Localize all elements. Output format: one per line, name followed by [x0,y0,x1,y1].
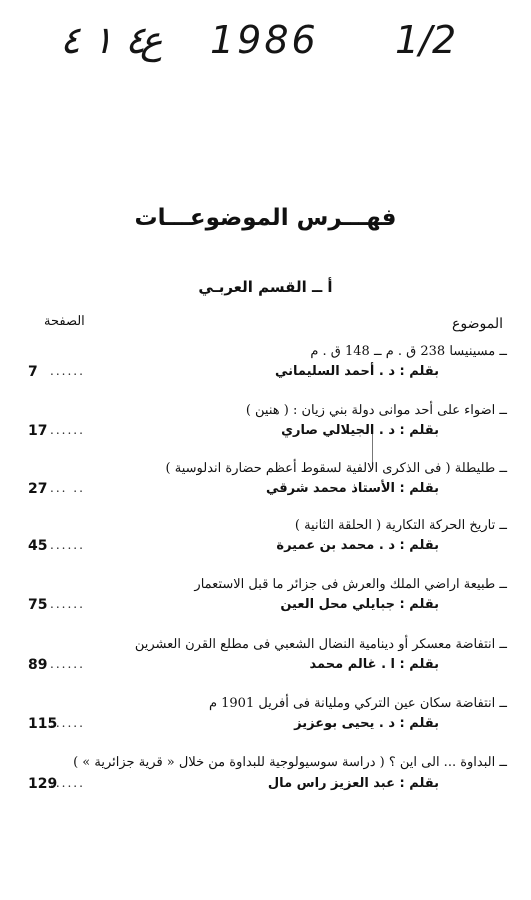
toc-entry [28,343,507,384]
entry-page-number: 115 [28,716,58,732]
entry-author: بقلم : الأستاذ محمد شرقي [266,481,439,496]
entry-author: بقلم : د . أحمد السليماني [274,364,439,379]
handwritten-note: ع [140,18,163,62]
section-heading: أ ــ القسم العربـي [198,278,333,296]
leader-dots: ...... [50,716,85,730]
page-title: فهـــرس الموضوعـــات [134,205,397,231]
entry-title: ــ انتفاضة سكان عين التركي ومليانة فى أفريل 1901 م [208,696,507,711]
toc-entry [28,517,507,558]
toc-entry [28,636,507,677]
entry-byline [28,597,507,617]
entry-page-number: 7 [28,364,38,380]
entry-byline [28,481,507,501]
entry-title: ــ مسينيسا 238 ق . م ــ 148 ق . م [310,344,507,359]
entry-byline [28,776,507,796]
entry-title: ــ انتفاضة معسكر أو دينامية النضال الشعبي فى مطلع القرن العشرين [134,637,507,652]
entry-author: بقلم : جبايلي محل العين [280,597,439,612]
toc-entry [28,576,507,617]
entry-byline [28,538,507,558]
handwritten-note: 1/2 [395,18,457,62]
entry-byline [28,364,507,384]
entry-title: ــ البداوة ... الى اين ؟ ( دراسة سوسيولوجية للبداوة من خلال « قرية جزائرية » ) [73,755,507,770]
toc-entry [28,752,507,796]
entry-page-number: 129 [28,776,58,792]
toc-entry [28,460,507,501]
entry-author: بقلم : د . الجيلالي صاري [281,423,439,438]
leader-dots: ...... [50,597,85,611]
leader-dots: ...... [50,423,85,437]
entry-page-number: 17 [28,423,48,439]
entry-page-number: 27 [28,481,48,497]
entry-byline [28,716,507,736]
handwritten-note: 1986 [210,18,319,62]
leader-dots: ...... [50,364,85,378]
entry-title: ــ تاريخ الحركة التكارية ( الحلقة الثانية ) [294,518,507,533]
entry-author: بقلم : ا . غالم محمد [309,657,439,672]
entry-author: بقلم : د . محمد بن عميرة [276,538,439,553]
entry-page-number: 45 [28,538,48,554]
column-header-topic: الموضوع [452,316,503,332]
toc-entry [28,402,507,443]
entry-title: ــ طليطلة ( فى الذكرى الالفية لسقوط أعظم حضارة اندلوسية ) [165,461,507,476]
entry-author: بقلم : د . يحيى بوعزيز [294,716,439,731]
entry-title: ــ اضواء على أحد موانى دولة بني زيان : ( هنين ) [245,403,507,418]
entry-byline [28,423,507,443]
leader-dots: ...... [50,657,85,671]
entry-page-number: 75 [28,597,48,613]
handwritten-note: ٤ ١ ٤ [60,18,146,62]
entry-author: بقلم : عبد العزيز راس مال [267,776,439,791]
toc-entry [28,695,507,736]
leader-dots: ... .. [50,481,85,495]
entry-page-number: 89 [28,657,48,673]
leader-dots: ...... [50,538,85,552]
column-header-page: الصفحة [44,314,85,329]
leader-dots: ...... [50,776,85,790]
entry-byline [28,657,507,677]
entry-title: ــ طبيعة اراضي الملك والعرش فى جزائر ما قبل الاستعمار [194,577,507,592]
